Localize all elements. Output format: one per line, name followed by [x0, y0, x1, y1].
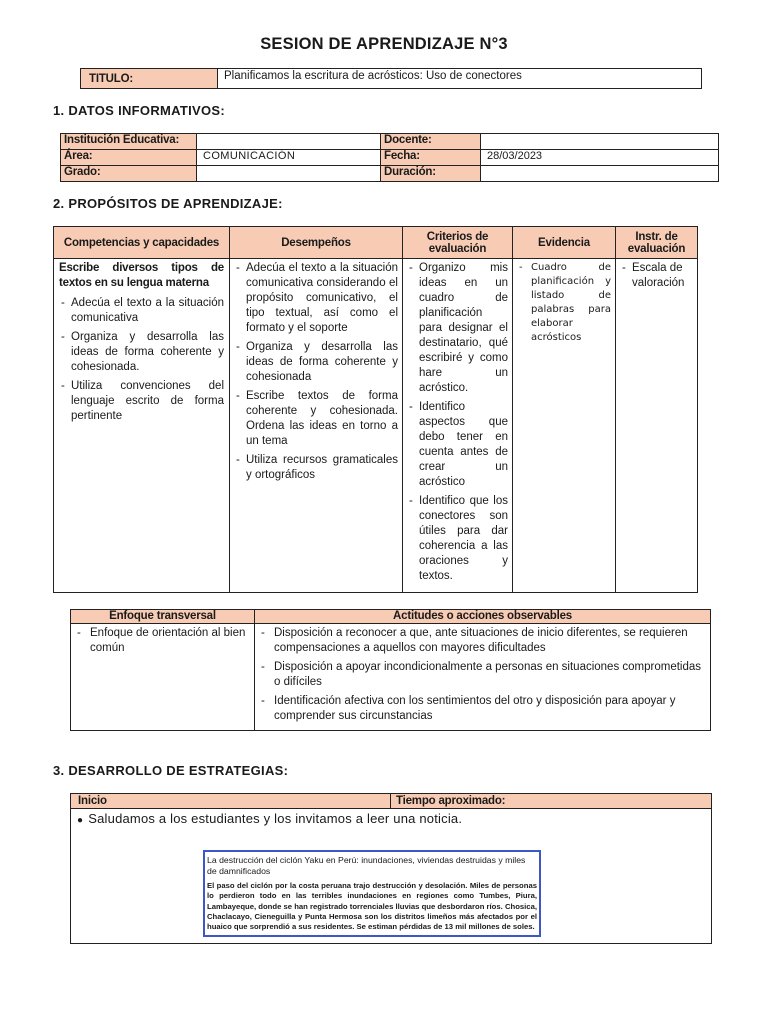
desempenos-list [234, 261, 398, 483]
fecha-value: 28/03/2023 [481, 150, 719, 166]
propositos-table [53, 226, 698, 593]
desempeno-item: - Adecúa el texto a la situación comunicativa considerando el propósito comunicativo, el tipo textual, así como el formato y el soporte [234, 261, 398, 336]
page-title: SESION DE APRENDIZAJE N°3 [260, 35, 508, 53]
duracion-label: Duración: [381, 166, 481, 182]
evidencia-cell [513, 259, 616, 593]
header-enfoque: Enfoque transversal [71, 610, 255, 624]
criterio-item: - Identifico aspectos que debo tener en cuenta antes de crear un acróstico [407, 400, 508, 490]
capacidad-item: - Utiliza convenciones del lenguaje escrito de forma pertinente [59, 379, 224, 424]
desempenos-cell [230, 259, 403, 593]
instrumento-list [620, 261, 693, 291]
criterios-cell [403, 259, 513, 593]
fecha-label: Fecha: [381, 150, 481, 166]
instrumento-cell [616, 259, 698, 593]
docente-value [481, 134, 719, 150]
competencias-cell [54, 259, 230, 593]
estrategias-table [70, 793, 712, 944]
area-label: Área: [61, 150, 197, 166]
competencia-title: Escribe diversos tipos de textos en su lengua materna [59, 262, 224, 289]
enfoque-cell [71, 624, 255, 731]
header-actitudes: Actitudes o acciones observables [255, 610, 711, 624]
bullet-icon: ● [77, 815, 84, 826]
section-estrategias-heading: 3. DESARROLLO DE ESTRATEGIAS: [53, 763, 289, 778]
instrumento-item: - Escala de valoración [620, 261, 693, 291]
institucion-label: Institución Educativa: [61, 134, 197, 150]
actitud-item: - Disposición a apoyar incondicionalmente a personas en situaciones comprometidas o difíciles [259, 660, 706, 690]
inicio-content-cell [71, 809, 712, 944]
titulo-table [80, 68, 702, 89]
docente-label: Docente: [381, 134, 481, 150]
datos-table [60, 133, 719, 182]
header-competencias: Competencias y capacidades [54, 227, 230, 259]
grado-value [197, 166, 381, 182]
capacidades-list [59, 296, 224, 424]
header-criterios: Criterios de evaluación [403, 227, 513, 259]
news-body: El paso del ciclón por la costa peruana trajo destrucción y desolación. Miles de personas lo perdieron todo en las terribles inundaciones en regiones como Tumbes, Piura, Lambayeque, donde se han registrado torrenciales lluvias que desbordaron ríos. Chosica, Chaclacayo, Cieneguilla y Punta Hermosa son los distritos limeños más afectados por el huaico que sorprendió a sus residentes. Se estiman pérdidas de 13 mil millones de soles. [207, 881, 537, 932]
actitud-item: - Disposición a reconocer a que, ante situaciones de inicio diferentes, se requieren compensaciones a aquellos con mayores dificultades [259, 626, 706, 656]
duracion-value [481, 166, 719, 182]
actitudes-cell [255, 624, 711, 731]
header-evidencia: Evidencia [513, 227, 616, 259]
evidencia-list [517, 261, 611, 345]
enfoque-table [70, 609, 711, 731]
desempeno-item: - Escribe textos de forma coherente y cohesionada. Ordena las ideas en torno a un tema [234, 389, 398, 449]
inicio-label: Inicio [71, 794, 391, 809]
section-propositos-heading: 2. PROPÓSITOS DE APRENDIZAJE: [53, 196, 283, 211]
titulo-value: Planificamos la escritura de acrósticos: Uso de conectores [218, 69, 702, 89]
evidencia-item: - Cuadro de planificación y listado de palabras para elaborar acrósticos [517, 261, 611, 345]
news-article [203, 850, 541, 937]
enfoque-item: - Enfoque de orientación al bien común [75, 626, 250, 656]
institucion-value [197, 134, 381, 150]
tiempo-label: Tiempo aproximado: [391, 794, 712, 809]
inicio-bullet [77, 811, 462, 826]
actitudes-list [259, 626, 706, 724]
inicio-bullet-text: Saludamos a los estudiantes y los invitamos a leer una noticia. [88, 811, 463, 826]
criterios-list [407, 261, 508, 584]
actitud-item: - Identificación afectiva con los sentimientos del otro y disposición para apoyar y comprender sus circunstancias [259, 694, 706, 724]
desempeno-item: - Utiliza recursos gramaticales y ortográficos [234, 453, 398, 483]
titulo-label: TITULO: [81, 69, 218, 89]
capacidad-item: - Adecúa el texto a la situación comunicativa [59, 296, 224, 326]
section-datos-heading: 1. DATOS INFORMATIVOS: [53, 103, 225, 118]
criterio-item: - Identifico que los conectores son útiles para dar coherencia a las oraciones y textos. [407, 494, 508, 584]
enfoque-list [75, 626, 250, 656]
header-desempenos: Desempeños [230, 227, 403, 259]
area-value: COMUNICACIÓN [197, 150, 381, 166]
criterio-item: - Organizo mis ideas en un cuadro de planificación para designar el destinatario, qué escribiré y como hare un acróstico. [407, 261, 508, 396]
news-headline: La destrucción del ciclón Yaku en Perú: inundaciones, viviendas destruidas y miles de damnificados [207, 855, 526, 876]
capacidad-item: - Organiza y desarrolla las ideas de forma coherente y cohesionada. [59, 330, 224, 375]
header-instrumento: Instr. de evaluación [616, 227, 698, 259]
grado-label: Grado: [61, 166, 197, 182]
desempeno-item: - Organiza y desarrolla las ideas de forma coherente y cohesionada [234, 340, 398, 385]
